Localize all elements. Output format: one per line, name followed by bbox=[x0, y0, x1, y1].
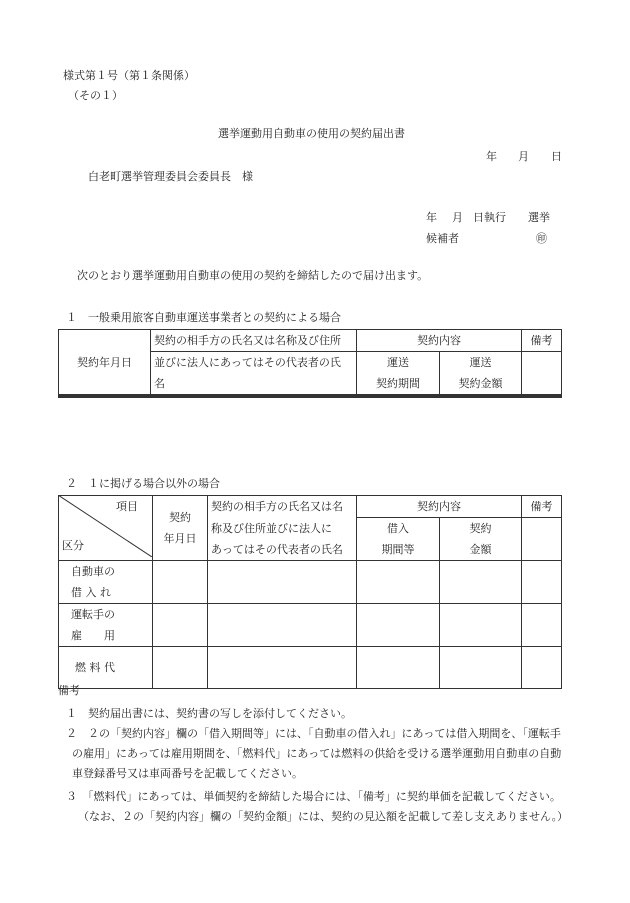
note-line-6: （なお、２の「契約内容」欄の「契約金額」には、契約の見込額を記載して差し支えありません。） bbox=[78, 810, 569, 823]
s2-col-party-line1: 契約の相手方の氏名又は名 bbox=[208, 496, 357, 518]
candidate-label: 候補者 bbox=[426, 232, 459, 245]
s1-sub-period-line1: 運送 bbox=[357, 352, 440, 374]
s1-sub-amount-line2: 契約金額 bbox=[440, 373, 522, 395]
s1-col-party-line2: 並びに法人にあってはその代表者の氏 bbox=[151, 352, 357, 374]
s1-sub-amount-line1: 運送 bbox=[440, 352, 522, 374]
election-day-exec: 日執行 bbox=[473, 211, 506, 224]
s2-category-label: 区分 bbox=[62, 539, 84, 552]
section2-table bbox=[58, 495, 562, 689]
form-number: 様式第１号（第１条関係） bbox=[63, 69, 195, 82]
s1-col-remarks: 備考 bbox=[522, 330, 562, 352]
note-line-1: １ 契約届出書には、契約書の写しを添付してください。 bbox=[66, 707, 352, 720]
date-month: 月 bbox=[518, 150, 529, 163]
intro-text: 次のとおり選挙運動用自動車の使用の契約を締結したので届け出ます。 bbox=[77, 269, 429, 282]
note-line-5: ３ 「燃料代」にあっては、単価契約を締結した場合には、「備考」に契約単価を記載してください。 bbox=[66, 790, 561, 803]
s2-sub-period-line1: 借入 bbox=[357, 518, 440, 540]
s2-diagonal-cell bbox=[59, 496, 153, 561]
table-row bbox=[59, 561, 562, 604]
election-year: 年 bbox=[426, 211, 437, 224]
election-month: 月 bbox=[452, 211, 463, 224]
s1-col-party-line1: 契約の相手方の氏名又は名称及び住所 bbox=[151, 330, 357, 352]
s1-remarks-blank bbox=[522, 352, 562, 395]
s2-col-remarks: 備考 bbox=[522, 496, 562, 518]
s2-sub-amount-line1: 契約 bbox=[440, 518, 522, 540]
document-title: 選挙運動用自動車の使用の契約届出書 bbox=[218, 127, 405, 140]
s2-col-date: 契約 年月日 bbox=[153, 496, 208, 561]
s1-col-date: 契約年月日 bbox=[59, 330, 151, 395]
addressee: 白老町選挙管理委員会委員長 様 bbox=[88, 170, 253, 183]
s2-remarks-blank bbox=[522, 518, 562, 561]
s2-sub-amount-line2: 金額 bbox=[440, 539, 522, 561]
s2-col-contents: 契約内容 bbox=[357, 496, 522, 518]
section1-heading: １ 一般乗用旅客自動車運送事業者との契約による場合 bbox=[66, 311, 341, 324]
note-line-3: の雇用」にあっては雇用期間を、「燃料代」にあっては燃料の供給を受ける選挙運動用自動車の自動 bbox=[72, 747, 562, 760]
s2-row-fuel: 燃 料 代 bbox=[59, 647, 153, 689]
date-year: 年 bbox=[486, 150, 497, 163]
section2-heading: ２ １に掲げる場合以外の場合 bbox=[66, 477, 220, 490]
seal-mark: ㊞ bbox=[536, 232, 547, 245]
notes-heading: 備考 bbox=[58, 684, 80, 697]
table-row bbox=[59, 397, 562, 398]
note-line-4: 車登録番号又は車両番号を記載してください。 bbox=[72, 767, 303, 780]
s2-col-party-line2: 称及び住所並びに法人に bbox=[208, 518, 357, 540]
note-line-2: ２ ２の「契約内容」欄の「借入期間等」には、「自動車の借入れ」にあっては借入期間を、「運転手 bbox=[66, 727, 561, 740]
election-label: 選挙 bbox=[528, 211, 550, 224]
date-day: 日 bbox=[551, 150, 562, 163]
table-row bbox=[59, 647, 562, 689]
section1-table bbox=[58, 329, 562, 398]
table-row bbox=[59, 604, 562, 647]
s1-col-contents: 契約内容 bbox=[357, 330, 522, 352]
s2-sub-period-line2: 期間等 bbox=[357, 539, 440, 561]
s1-sub-period-line2: 契約期間 bbox=[357, 373, 440, 395]
s2-row-car-rental: 自動車の 借 入 れ bbox=[59, 561, 153, 604]
s1-col-party-line3: 名 bbox=[151, 373, 357, 395]
s2-row-driver-hire: 運転手の 雇 用 bbox=[59, 604, 153, 647]
s2-item-label: 項目 bbox=[116, 500, 138, 513]
s2-col-party-line3: あってはその代表者の氏名 bbox=[208, 539, 357, 561]
form-part: （その１） bbox=[68, 89, 123, 102]
